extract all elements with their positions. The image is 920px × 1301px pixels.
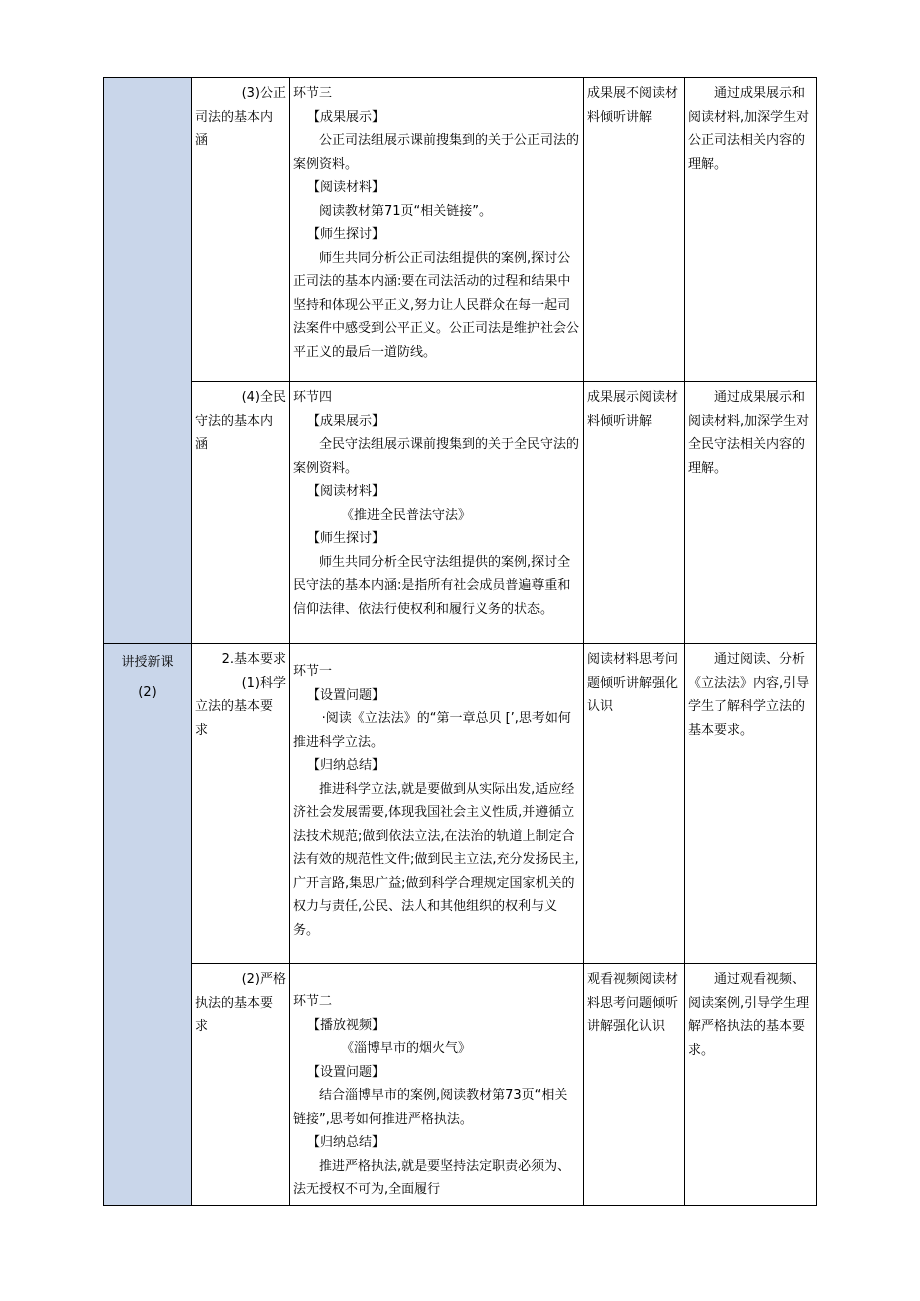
- table-row: [104, 644, 817, 964]
- purpose-text: 通过成果展示和阅读材料,加深学生对全民守法相关内容的理解。: [688, 390, 810, 476]
- topic-cell: [192, 644, 290, 964]
- topic-cell: [192, 78, 290, 382]
- table-row: [104, 382, 817, 644]
- block-heading: 【归纳总结】: [307, 1135, 386, 1150]
- stage-cell-top: [104, 78, 192, 644]
- purpose-cell: [685, 78, 817, 382]
- topic-line: 执法的基本要: [195, 995, 274, 1011]
- block-text: 阅读教材第71页“相关链接”。: [319, 203, 493, 219]
- block-text: 师生共同分析全民守法组提供的案例,探讨全民守法的基本内涵:是指所有社会成员普遍尊重和信仰法律、依法行使权利和履行义务的状态。: [293, 554, 571, 617]
- block-text: 推进科学立法,就是要做到从实际出发,适应经济社会发展需要,体现我国社会主义性质,并遵循立法技术规范;做到依法立法,在法治的轨道上制定合法有效的规范性文件;做到民主立法,充分发扬民主,广开言路,集思广益;做到科学合理规定国家机关的权力与责任,公民、法人和其他组织的权利与义务。: [293, 781, 579, 938]
- topic-line: (3)公正: [241, 86, 286, 101]
- activity-cell: [584, 964, 685, 1206]
- activity-text: 成果展示阅读材料倾听讲解: [587, 390, 679, 429]
- purpose-cell: [685, 382, 817, 644]
- block-heading: 【师生探讨】: [307, 531, 386, 546]
- purpose-cell: [685, 644, 817, 964]
- step-title: 环节四: [293, 390, 333, 405]
- block-text: 《推进全民普法守法》: [341, 507, 472, 523]
- block-text: ·阅读《立法法》的“第一章总贝 [’,思考如何推进科学立法。: [293, 711, 571, 750]
- topic-line: (1)科学: [241, 675, 286, 691]
- activity-cell: [584, 78, 685, 382]
- block-text: 《淄博早市的烟火气》: [341, 1041, 472, 1056]
- topic-line: 涵: [195, 133, 209, 148]
- lesson-plan-table: [103, 77, 817, 1206]
- block-text: 师生共同分析公正司法组提供的案例,探讨公正司法的基本内涵:要在司法活动的过程和结果中坚持和体现公平正义,努力让人民群众在每一起司法案件中感受到公平正义。公正司法是维护社会公平正义的最后一道防线。: [293, 250, 580, 360]
- stage-label: 讲授新课: [121, 655, 174, 670]
- block-heading: 【阅读材料】: [307, 484, 386, 499]
- block-text: 全民守法组展示课前搜集到的关于全民守法的案例资料。: [293, 437, 580, 476]
- block-text: 结合淄博早市的案例,阅读教材第73页“相关链接”,思考如何推进严格执法。: [293, 1088, 568, 1127]
- topic-line: 司法的基本内: [195, 109, 274, 125]
- step-title: 环节二: [293, 994, 333, 1009]
- topic-line: (2)严格: [241, 972, 286, 987]
- block-heading: 【设置问题】: [307, 1064, 386, 1080]
- stage-cell: [104, 644, 192, 1206]
- block-heading: 【师生探讨】: [307, 227, 386, 242]
- activity-text: 成果展不阅读材料倾听讲解: [587, 86, 679, 125]
- block-heading: 【成果展示】: [307, 413, 386, 429]
- topic-line: 守法的基本内: [195, 413, 274, 429]
- topic-cell: [192, 964, 290, 1206]
- block-heading: 【成果展示】: [307, 109, 386, 125]
- activity-text: 阅读材料思考问题倾听讲解强化认识: [587, 652, 679, 714]
- block-heading: 【播放视频】: [307, 1017, 386, 1033]
- content-cell: [290, 964, 584, 1206]
- activity-cell: [584, 644, 685, 964]
- table-row: [104, 964, 817, 1206]
- table-row: [104, 78, 817, 382]
- topic-line: 涵: [195, 437, 209, 452]
- topic-line: 2.基本要求: [221, 652, 286, 667]
- step-title: 环节三: [293, 86, 333, 101]
- purpose-cell: [685, 964, 817, 1206]
- stage-number: (2): [138, 685, 157, 700]
- content-cell: [290, 78, 584, 382]
- content-cell: [290, 644, 584, 964]
- content-cell: [290, 382, 584, 644]
- topic-cell: [192, 382, 290, 644]
- topic-line: (4)全民: [241, 390, 286, 405]
- activity-text: 观看视频阅读材料思考问题倾听讲解强化认识: [587, 972, 679, 1034]
- purpose-text: 通过成果展示和阅读材料,加深学生对公正司法相关内容的理解。: [688, 86, 810, 172]
- purpose-text: 通过观看视频、阅读案例,引导学生理解严格执法的基本要求。: [688, 972, 810, 1058]
- topic-line: 求: [195, 722, 209, 738]
- block-text: 公正司法组展示课前搜集到的关于公正司法的案例资料。: [293, 133, 580, 172]
- purpose-text: 通过阅读、分析《立法法》内容,引导学生了解科学立法的基本要求。: [688, 652, 810, 738]
- step-title: 环节一: [293, 664, 333, 679]
- topic-line: 立法的基本要: [195, 699, 274, 714]
- block-heading: 【归纳总结】: [307, 758, 386, 773]
- block-heading: 【设置问题】: [307, 687, 386, 703]
- block-text: 推进严格执法,就是要坚持法定职责必须为、法无授权不可为,全面履行: [293, 1158, 571, 1197]
- activity-cell: [584, 382, 685, 644]
- block-heading: 【阅读材料】: [307, 180, 386, 195]
- topic-line: 求: [195, 1019, 209, 1034]
